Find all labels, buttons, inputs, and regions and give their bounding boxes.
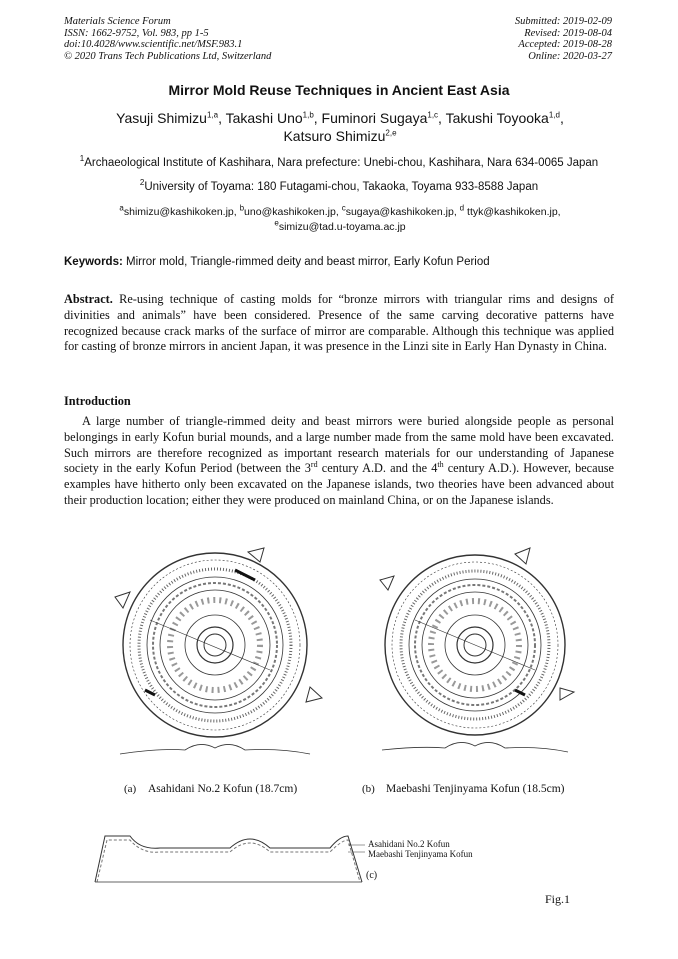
abstract	[64, 292, 614, 355]
author-sup: 1,c	[427, 110, 439, 120]
dates-header	[515, 16, 612, 62]
abstract-text: Re-using technique of casting molds for “bronze mirrors with triangular rims and designs of divinities and animals” have been considered. Presence of the same carving decorative patterns have recognized because crack marks of the surface of mirror are comparable. Although this technique was applied for casting of bronze mirrors in ancient Japan, it was presence in the Linzi site in Early Han Dynasty in China.	[64, 292, 614, 354]
copyright: © 2020 Trans Tech Publications Ltd, Switzerland	[64, 50, 272, 62]
author-list: Yasuji Shimizu$^{1,a}$, Takashi Uno$^{1,b}$, Fuminori Sugaya$^{1,c}$, Takushi Toyooka$^{1,d}$, Katsuro Shimizu$^{2,e}$	[116, 110, 564, 144]
figure-1	[90, 540, 610, 950]
email: uno@kashikoken.jp,	[244, 206, 342, 218]
author-sup: 2,e	[385, 128, 397, 138]
doi: doi:10.4028/www.scientific.net/MSF.983.1	[64, 39, 243, 50]
email-sup: a	[119, 203, 124, 213]
intro-sup: th	[437, 460, 444, 470]
issn: ISSN: 1662-9752, Vol. 983, pp 1-5	[64, 27, 209, 39]
introduction-heading: Introduction	[64, 394, 131, 408]
revised-date: Revised: 2019-08-04	[524, 27, 612, 39]
figure-caption-a: Asahidani No.2 Kofun (18.7cm)	[148, 783, 298, 795]
author-name: Katsuro Shimizu	[283, 128, 386, 144]
figure-label-c: (c)	[366, 870, 378, 881]
email-sup: e	[274, 218, 279, 228]
journal-name: Materials Science Forum	[64, 16, 171, 27]
introduction-paragraph	[64, 414, 614, 509]
email: shimizu@kashikoken.jp,	[123, 206, 240, 218]
intro-text: century A.D. and the 4	[317, 461, 438, 476]
abstract-label: Abstract.	[64, 292, 113, 306]
email-list	[70, 205, 610, 235]
affiliation-text: University of Toyama: 180 Futagami-chou, Takaoka, Toyama 933-8588 Japan	[144, 181, 539, 193]
affiliation-text: Archaeological Institute of Kashihara, Nara prefecture: Unebi-chou, Kashihara, Nara 634-0065 Japan	[84, 157, 599, 169]
author-name: Takashi Uno	[225, 110, 303, 126]
figure-label-b: (b)	[362, 783, 375, 795]
affiliation-sup: 1	[79, 154, 85, 164]
author-sup: 1,a	[206, 110, 219, 120]
accepted-date: Accepted: 2019-08-28	[518, 39, 612, 50]
figure-number: Fig.1	[545, 892, 571, 906]
email: sugaya@kashikoken.jp,	[345, 206, 460, 218]
author-name: Takushi Toyooka	[445, 110, 549, 126]
keywords-label: Keywords:	[64, 256, 123, 268]
affiliation-1	[0, 154, 678, 169]
intro-text: century A.D.). However, because examples have hitherto only been excavated on the Japanese islands, two theories have been advanced about their production location; either they were produced on mainland China, or on the Japanese islands.	[64, 461, 614, 507]
email: simizu@tad.u-toyama.ac.jp	[278, 221, 406, 233]
email-sup: c	[341, 203, 346, 213]
journal-header	[64, 16, 271, 62]
email-sup: d	[459, 203, 465, 213]
affiliation-sup: 2	[139, 178, 145, 188]
figure-caption-b: Maebashi Tenjinyama Kofun (18.5cm)	[386, 783, 565, 795]
keywords-text: Mirror mold, Triangle-rimmed deity and beast mirror, Early Kofun Period	[122, 256, 490, 268]
legend-maebashi: Maebashi Tenjinyama Kofun	[368, 849, 473, 859]
author-name: Yasuji Shimizu	[116, 110, 207, 126]
email-sup: b	[239, 203, 245, 213]
author-sup: 1,b	[302, 110, 314, 120]
intro-sup: rd	[310, 460, 318, 470]
intro-text: A large number of triangle-rimmed deity and beast mirrors were buried alongside people as personal belongings in early Kofun burial mounds, and a large number made from the same mold have been excavated. Such mirrors are therefore recognized as important research materials for our understanding of Japanese society in the early Kofun Period (between the 3	[64, 414, 614, 476]
paper-title: Mirror Mold Reuse Techniques in Ancient East Asia	[168, 82, 510, 98]
profile-comparison	[95, 836, 365, 882]
mirror-drawings	[90, 540, 610, 950]
mirror-b-drawing	[380, 548, 574, 752]
keywords	[64, 256, 614, 268]
author-sup: 1,d	[548, 110, 560, 120]
affiliation-2	[0, 178, 678, 193]
legend-asahidani: Asahidani No.2 Kofun	[368, 839, 450, 849]
figure-label-a: (a)	[124, 783, 137, 795]
mirror-a-drawing	[115, 548, 322, 754]
email: ttyk@kashikoken.jp,	[464, 206, 561, 218]
author-name: Fuminori Sugaya	[321, 110, 428, 126]
online-date: Online: 2020-03-27	[528, 50, 612, 62]
submitted-date: Submitted: 2019-02-09	[514, 16, 612, 27]
